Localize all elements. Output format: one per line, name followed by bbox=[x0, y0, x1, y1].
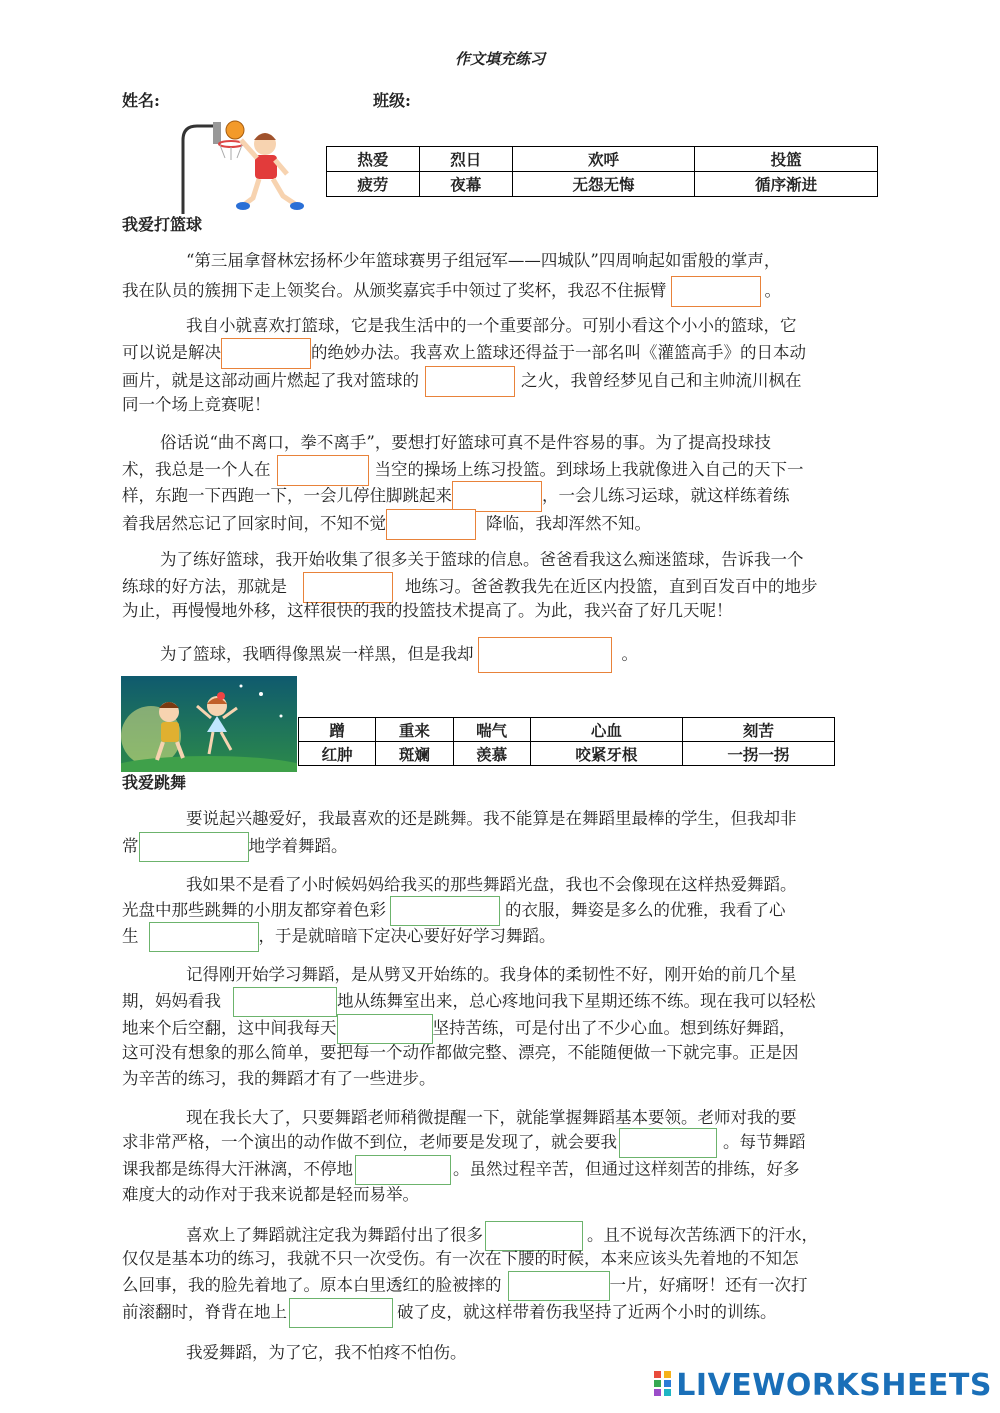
word-cell: 烈日 bbox=[419, 147, 512, 172]
basketball-player-illustration bbox=[175, 118, 315, 214]
word-cell: 无怨无悔 bbox=[512, 172, 695, 197]
name-label: 姓名: bbox=[122, 91, 160, 110]
liveworksheets-logo-icon bbox=[652, 1369, 674, 1399]
answer-blank[interactable] bbox=[355, 1155, 451, 1185]
paragraph-line: 我如果不是看了小时候妈妈给我买的那些舞蹈光盘，我也不会像现在这样热爱舞蹈。 bbox=[186, 875, 797, 894]
paragraph-line: “第三届拿督林宏扬杯少年篮球赛男子组冠军——四城队”四周响起如雷般的掌声， bbox=[186, 251, 781, 270]
word-cell: 热爱 bbox=[327, 147, 420, 172]
paragraph-line: 我自小就喜欢打篮球，它是我生活中的一个重要部分。可别小看这个小小的篮球，它 bbox=[186, 316, 797, 335]
paragraph-line: 求非常严格，一个演出的动作做不到位，老师要是发现了，就会要我 。每节舞蹈 bbox=[122, 1128, 806, 1158]
word-cell: 疲劳 bbox=[327, 172, 420, 197]
paragraph-line: 前滚翻时，脊背在地上 破了皮，就这样带着伤我坚持了近两个小时的训练。 bbox=[122, 1298, 777, 1328]
answer-blank[interactable] bbox=[425, 366, 515, 397]
word-cell: 红肿 bbox=[299, 742, 376, 766]
paragraph-line: 我爱舞蹈，为了它，我不怕疼不怕伤。 bbox=[186, 1343, 467, 1362]
dance-word-bank bbox=[298, 717, 835, 766]
word-cell: 一拐一拐 bbox=[682, 742, 834, 766]
section-title-basketball: 我爱打篮球 bbox=[122, 215, 203, 234]
word-cell: 投篮 bbox=[695, 147, 878, 172]
paragraph-line: 我在队员的簇拥下走上领奖台。从颁奖嘉宾手中领过了奖杯，我忍不住振臂 。 bbox=[122, 276, 781, 307]
paragraph-line: 地来个后空翻，这中间我每天 坚持苦练，可是付出了不少心血。想到练好舞蹈， bbox=[122, 1014, 796, 1044]
page-title: 作文填充练习 bbox=[454, 50, 545, 68]
dancing-children-illustration bbox=[121, 676, 297, 772]
word-cell: 刻苦 bbox=[682, 718, 834, 742]
paragraph-line: 可以说是解决 的绝妙办法。我喜欢上篮球还得益于一部名叫《灌篮高手》的日本动 bbox=[122, 338, 806, 369]
paragraph-line: 期，妈妈看我 地从练舞室出来，总心疼地问我下星期还练不练。现在我可以轻松 bbox=[122, 987, 816, 1017]
paragraph-line: 练球的好方法，那就是 地练习。爸爸教我先在近区内投篮，直到百发百中的地步 bbox=[122, 572, 818, 603]
paragraph-line: 光盘中那些跳舞的小朋友都穿着色彩 的衣服，舞姿是多么的优雅，我看了心 bbox=[122, 896, 786, 926]
paragraph-line: 喜欢上了舞蹈就注定我为舞蹈付出了很多 。且不说每次苦练洒下的汗水， bbox=[186, 1221, 818, 1251]
paragraph-line: 俗话说“曲不离口，拳不离手”，要想打好篮球可真不是件容易的事。为了提高投球技 bbox=[160, 433, 771, 452]
answer-blank[interactable] bbox=[149, 922, 259, 952]
word-cell: 循序渐进 bbox=[695, 172, 878, 197]
answer-blank[interactable] bbox=[508, 1271, 610, 1301]
paragraph-line: 为止，再慢慢地外移，这样很快的我的投篮技术提高了。为此，我兴奋了好几天呢！ bbox=[122, 601, 733, 620]
answer-blank[interactable] bbox=[221, 338, 311, 369]
paragraph-line: 为辛苦的练习，我的舞蹈才有了一些进步。 bbox=[122, 1069, 436, 1088]
paragraph-line: 现在我长大了，只要舞蹈老师稍微提醒一下，就能掌握舞蹈基本要领。老师对我的要 bbox=[186, 1108, 797, 1127]
word-cell: 咬紧牙根 bbox=[530, 742, 682, 766]
paragraph-line: 同一个场上竞赛呢！ bbox=[122, 395, 271, 414]
brand-text: LIVEWORKSHEETS bbox=[676, 1368, 992, 1403]
paragraph-line: 记得刚开始学习舞蹈，是从劈叉开始练的。我身体的柔韧性不好，刚开始的前几个星 bbox=[186, 965, 797, 984]
class-label: 班级: bbox=[373, 91, 411, 110]
answer-blank[interactable] bbox=[671, 276, 761, 307]
word-cell: 斑斓 bbox=[376, 742, 453, 766]
word-cell: 羡慕 bbox=[453, 742, 530, 766]
word-cell: 蹭 bbox=[299, 718, 376, 742]
answer-blank[interactable] bbox=[386, 509, 476, 540]
liveworksheets-logo bbox=[652, 1368, 992, 1403]
word-cell: 欢呼 bbox=[512, 147, 695, 172]
answer-blank[interactable] bbox=[233, 987, 337, 1017]
paragraph-line: 常 地学着舞蹈。 bbox=[122, 832, 348, 862]
word-cell: 夜幕 bbox=[419, 172, 512, 197]
paragraph-line: 生 ，于是就暗暗下定决心要好好学习舞蹈。 bbox=[122, 922, 556, 952]
paragraph-line: 着我居然忘记了回家时间，不知不觉 降临，我却浑然不知。 bbox=[122, 509, 651, 540]
answer-blank[interactable] bbox=[619, 1128, 717, 1158]
paragraph-line: 为了练好篮球，我开始收集了很多关于篮球的信息。爸爸看我这么痴迷篮球，告诉我一个 bbox=[160, 550, 804, 569]
basketball-word-bank bbox=[326, 146, 878, 197]
paragraph-line: 要说起兴趣爱好，我最喜欢的还是跳舞。我不能算是在舞蹈里最棒的学生，但我却非 bbox=[186, 809, 797, 828]
paragraph-line: 为了篮球，我晒得像黑炭一样黑，但是我却 。 bbox=[160, 637, 638, 673]
paragraph-line: 这可没有想象的那么简单，要把每一个动作都做完整、漂亮，不能随便做一下就完事。正是因 bbox=[122, 1043, 799, 1062]
paragraph-line: 难度大的动作对于我来说都是轻而易举。 bbox=[122, 1185, 419, 1204]
answer-blank[interactable] bbox=[478, 637, 612, 673]
word-cell: 心血 bbox=[530, 718, 682, 742]
paragraph-line: 课我都是练得大汗淋漓，不停地 。虽然过程辛苦，但通过这样刻苦的排练，好多 bbox=[122, 1155, 800, 1185]
paragraph-line: 样，东跑一下西跑一下，一会儿停住脚跳起来 ，一会儿练习运球，就这样练着练 bbox=[122, 481, 790, 512]
paragraph-line: 术，我总是一个人在 当空的操场上练习投篮。到球场上我就像进入自己的天下一 bbox=[122, 455, 804, 486]
answer-blank[interactable] bbox=[289, 1298, 393, 1328]
paragraph-line: 画片，就是这部动画片燃起了我对篮球的 之火，我曾经梦见自己和主帅流川枫在 bbox=[122, 366, 802, 397]
paragraph-line: 仅仅是基本功的练习，我就不只一次受伤。有一次在下腰的时候，本来应该头先着地的不知怎 bbox=[122, 1249, 799, 1268]
paragraph-line: 么回事，我的脸先着地了。原本白里透红的脸被摔的 一片，好痛呀！还有一次打 bbox=[122, 1271, 808, 1301]
word-cell: 重来 bbox=[376, 718, 453, 742]
answer-blank[interactable] bbox=[139, 832, 249, 862]
section-title-dance: 我爱跳舞 bbox=[122, 773, 187, 792]
word-cell: 喘气 bbox=[453, 718, 530, 742]
answer-blank[interactable] bbox=[452, 481, 542, 512]
